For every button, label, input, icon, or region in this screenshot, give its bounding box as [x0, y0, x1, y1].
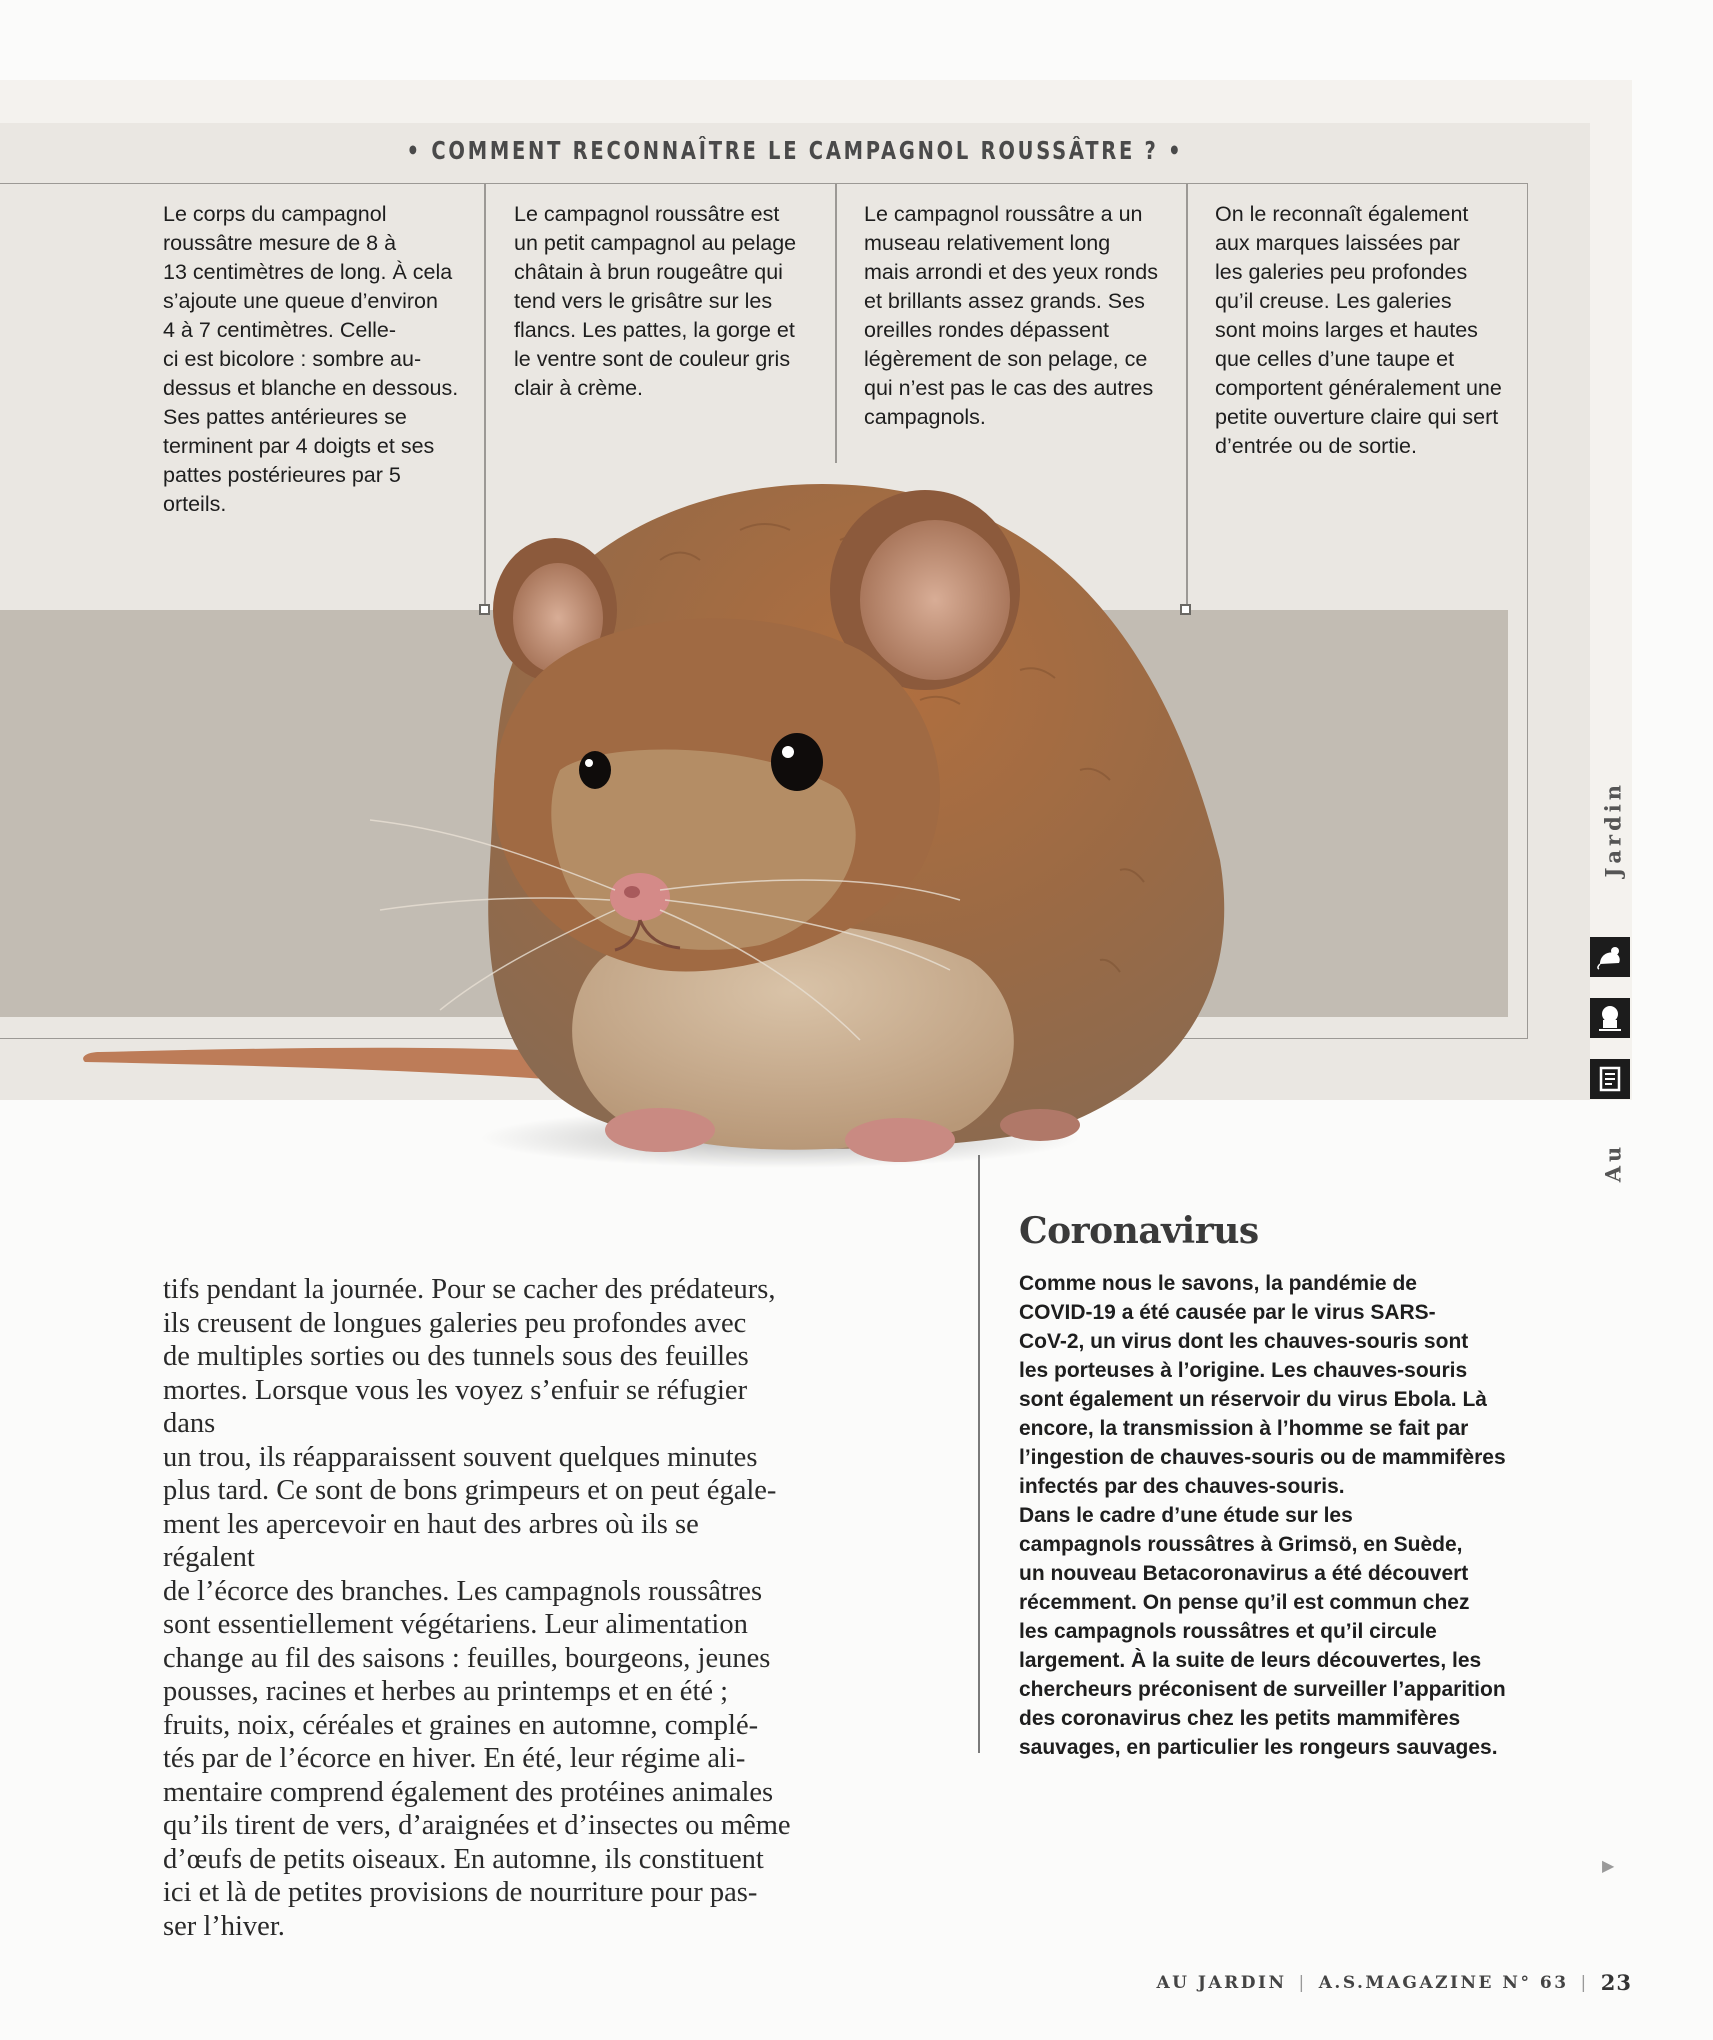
infobox-column-fur: Le campagnol roussâtre est un petit campagnol au pelage châtain à brun rougeâtre qui tend vers le grisâtre sur les flancs. Les pattes, la gorge et le ventre sont de couleur gris clair à crème.: [514, 202, 797, 400]
infobox-column-size: Le corps du campagnol roussâtre mesure de 8 à 13 centimètres de long. À cela s’ajoute une queue d’environ 4 à 7 centimètres. Celle- ci est bicolore : sombre au- dessus et blanche en dessous. Ses pattes antérieures se terminent par 4 doigts et ses pattes postérieures par 5 orteils.: [163, 202, 459, 516]
vole-nose: [610, 873, 670, 921]
column-rule: [978, 1155, 980, 1753]
vole-foot-left: [605, 1108, 715, 1152]
sidebar-title: Coronavirus: [1019, 1210, 1259, 1252]
footer-separator: |: [1580, 1972, 1589, 1993]
infobox-title: • COMMENT RECONNAÎTRE LE CAMPAGNOL ROUSSÂTRE ? •: [406, 136, 1184, 165]
footer-magazine: A.S.MAGAZINE N° 63: [1318, 1972, 1569, 1993]
vole-foot-back: [1000, 1109, 1080, 1141]
column-divider: [835, 183, 837, 463]
vole-tail: [83, 1048, 570, 1080]
mouse-icon[interactable]: [1590, 937, 1630, 977]
page-footer: [1156, 1970, 1632, 1995]
house-icon[interactable]: [1590, 998, 1630, 1038]
vole-foot-right: [845, 1118, 955, 1162]
vole-illustration: [40, 440, 1280, 1180]
side-label-au: Au: [1600, 1142, 1626, 1183]
article-body: tifs pendant la journée. Pour se cacher des prédateurs, ils creusent de longues galeries peu profondes avec de multiples sorties ou des tunnels sous des feuilles mortes. Lorsque vous les voyez s’enfuir se réfugier dans un trou, ils réapparaissent souvent quelques minutes plus tard. Ce sont de bons grimpeurs et on peut égale- ment les apercevoir en haut des arbres où ils se régalent de l’écorce des branches. Les campagnols roussâtres sont essentiellement végétariens. Leur alimentation change au fil des saisons : feuilles, bourgeons, jeunes pousses, racines et herbes au printemps et en été ; fruits, noix, céréales et graines en automne, complé- tés par de l’écorce en hiver. En été, leur régime ali- mentaire comprend également des protéines animales qu’ils tirent de vers, d’araignées et d’insectes ou même d’œufs de petits oiseaux. En automne, ils constituent ici et là de petites provisions de nourriture pour pas- ser l’hiver.: [163, 1274, 791, 1942]
document-icon[interactable]: [1590, 1059, 1630, 1099]
sidebar-paragraph: Dans le cadre d’une étude sur les campagnols roussâtres à Grimsö, en Suède, un nouveau Betacoronavirus a été découvert récemment. On pense qu’il est commun chez les campagnols roussâtres et qu’il circule largement. À la suite de leurs découvertes, les chercheurs préconisent de surveiller l’apparition des coronavirus chez les petits mammifères sauvages, en particulier les rongeurs sauvages.: [1019, 1504, 1506, 1759]
footer-section: AU JARDIN: [1156, 1972, 1287, 1993]
next-page-icon[interactable]: ▶: [1602, 1858, 1615, 1875]
infobox-column-head: Le campagnol roussâtre a un museau relativement long mais arrondi et des yeux ronds et brillants assez grands. Ses oreilles rondes dépassent légèrement de son pelage, ce qui n’est pas le cas des autres campagnols.: [864, 202, 1158, 429]
page-number: 23: [1600, 1970, 1632, 1995]
vole-eye-left: [579, 751, 611, 789]
vole-eye-right: [771, 733, 823, 791]
side-label-jardin: Jardin: [1600, 780, 1626, 878]
footer-separator: |: [1298, 1972, 1307, 1993]
infobox-column-galleries: On le reconnaît également aux marques laissées par les galeries peu profondes qu’il creuse. Les galeries sont moins larges et hautes que celles d’une taupe et comportent généralement une petite ouverture claire qui sert d’entrée ou de sortie.: [1215, 202, 1502, 458]
sidebar-paragraph: Comme nous le savons, la pandémie de COVID-19 a été causée par le virus SARS- CoV-2, un virus dont les chauves-souris sont les porteuses à l’origine. Les chauves-souris sont également un réservoir du virus Ebola. Là encore, la transmission à l’homme se fait par l’ingestion de chauves-souris ou de mammifères infectés par des chauves-souris.: [1019, 1272, 1506, 1498]
sidebar-text: [1019, 1269, 1519, 1762]
